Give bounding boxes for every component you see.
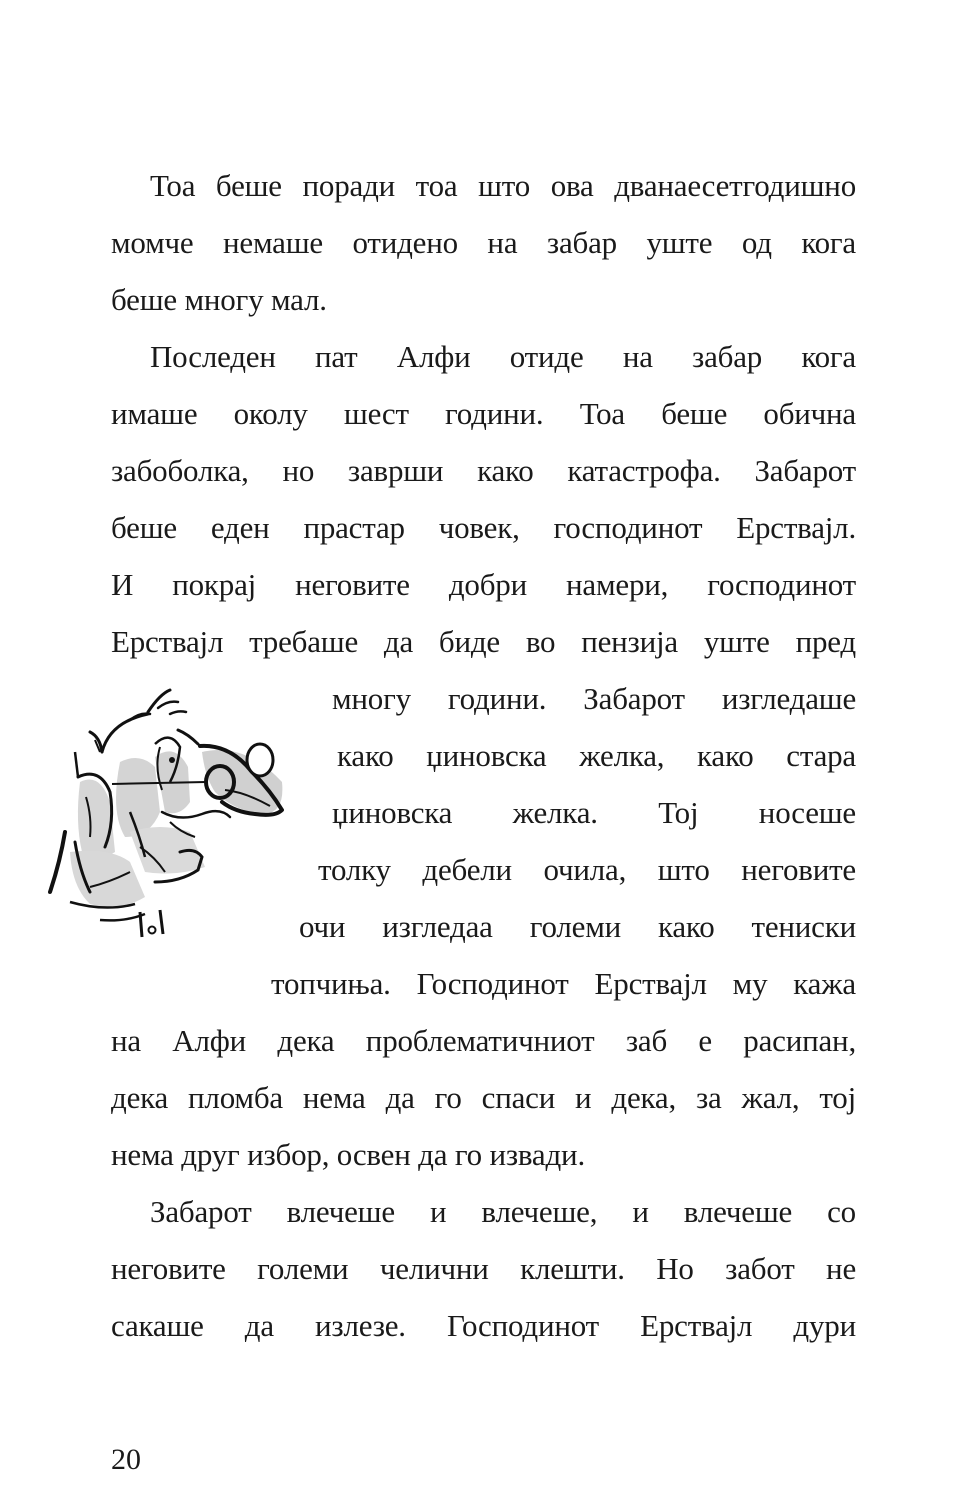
old-man-sketch-icon [30,672,310,952]
text-line: топчиња. Господинот Ерстваjл му кажа [271,966,856,1001]
text-line: Последен пат Алфи отиде на забар кога [150,339,856,374]
text-line: толку дебели очила, што неговите [318,852,856,887]
text-line: беше еден прастар човек, господинот Ерстваjл. [111,510,856,545]
text-line: беше многу мал. [111,282,327,317]
text-line: неговите големи челични клешти. Но забот не [111,1251,856,1286]
text-line: како џиновска желка, како стара [337,738,856,773]
text-line: сакаше да излезе. Господинот Ерстваjл дури [111,1308,856,1343]
text-line: многу години. Забарот изгледаше [332,681,856,716]
text-line: имаше околу шест години. Тоа беше обична [111,396,856,431]
page-number: 20 [111,1443,141,1476]
text-line: нема друг избор, освен да го извади. [111,1137,585,1172]
text-line: џиновска желка. Тој носеше [332,795,856,830]
text-line: Забарот влечеше и влечеше, и влечеше со [150,1194,856,1229]
text-line: Тоа беше поради тоа што ова дванаесетгодишно [150,168,856,203]
text-line: на Алфи дека проблематичниот заб е расипан, [111,1023,856,1058]
text-line: дека пломба нема да го спаси и дека, за жал, тој [111,1080,856,1115]
text-line: очи изгледаа големи како тениски [299,909,856,944]
text-line: Ерстваjл требаше да биде во пензија уште пред [111,624,856,659]
text-line: забоболка, но заврши како катастрофа. Забарот [111,453,856,488]
dentist-illustration [30,672,310,952]
text-line: момче немаше отидено на забар уште од кога [111,225,856,260]
text-line: И покрај неговите добри намери, господинот [111,567,856,602]
